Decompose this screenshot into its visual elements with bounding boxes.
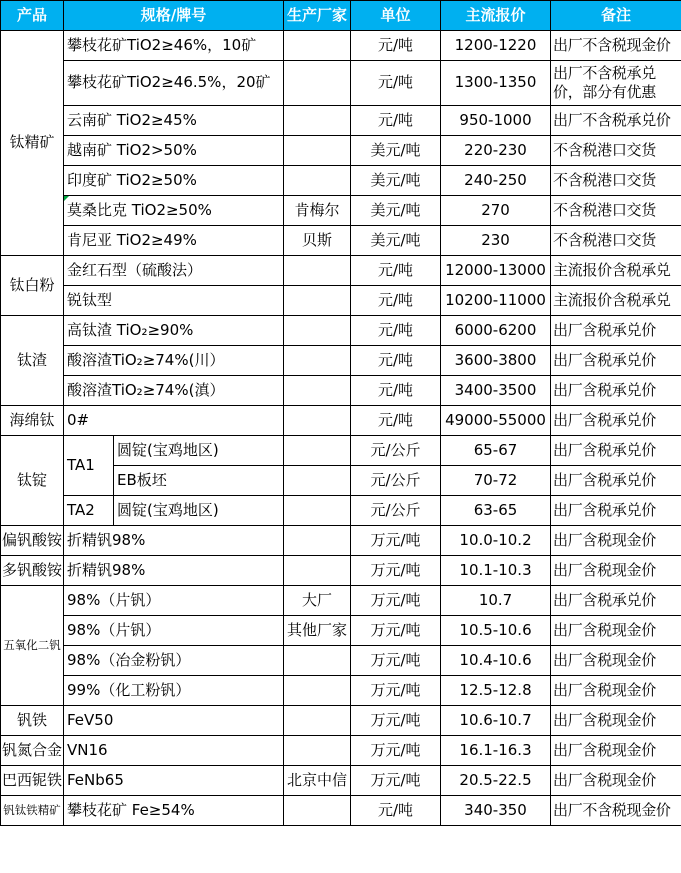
note-cell: 主流报价含税承兑 xyxy=(551,286,681,316)
spec-cell: EB板坯 xyxy=(114,466,284,496)
table-row xyxy=(1,766,681,796)
maker-cell xyxy=(284,706,351,736)
note-cell: 不含税港口交货 xyxy=(551,226,681,256)
spec-cell: 高钛渣 TiO₂≥90% xyxy=(64,316,284,346)
maker-cell xyxy=(284,316,351,346)
price-cell: 220-230 xyxy=(441,136,551,166)
note-cell: 出厂含税现金价 xyxy=(551,706,681,736)
spec-cell: 肯尼亚 TiO2≥49% xyxy=(64,226,284,256)
spec-cell: 98%（冶金粉钒） xyxy=(64,646,284,676)
table-row xyxy=(1,286,681,316)
price-cell: 12.5-12.8 xyxy=(441,676,551,706)
maker-cell xyxy=(284,376,351,406)
note-cell: 出厂不含税承兑价，部分有优惠 xyxy=(551,61,681,106)
product-cell: 巴西铌铁 xyxy=(1,766,64,796)
table-row xyxy=(1,796,681,826)
product-cell: 钛渣 xyxy=(1,316,64,406)
table-row xyxy=(1,436,681,466)
spec-cell: 圆锭(宝鸡地区) xyxy=(114,436,284,466)
unit-cell: 元/公斤 xyxy=(351,436,441,466)
note-cell: 出厂含税现金价 xyxy=(551,736,681,766)
unit-cell: 元/吨 xyxy=(351,106,441,136)
price-cell: 10.1-10.3 xyxy=(441,556,551,586)
spec-cell: VN16 xyxy=(64,736,284,766)
table-row xyxy=(1,406,681,436)
price-cell: 20.5-22.5 xyxy=(441,766,551,796)
note-cell: 出厂含税现金价 xyxy=(551,556,681,586)
note-cell: 出厂含税承兑价 xyxy=(551,496,681,526)
product-cell: 海绵钛 xyxy=(1,406,64,436)
table-row xyxy=(1,166,681,196)
maker-cell xyxy=(284,736,351,766)
column-header-spec: 规格/牌号 xyxy=(64,1,284,31)
unit-cell: 元/吨 xyxy=(351,406,441,436)
maker-cell xyxy=(284,406,351,436)
maker-cell xyxy=(284,61,351,106)
price-cell: 10.0-10.2 xyxy=(441,526,551,556)
spec-cell: 酸溶渣TiO₂≥74%(滇） xyxy=(64,376,284,406)
maker-cell xyxy=(284,286,351,316)
product-cell: 钒钛铁精矿 xyxy=(1,796,64,826)
spec-cell: 98%（片钒） xyxy=(64,616,284,646)
column-header-price: 主流报价 xyxy=(441,1,551,31)
price-cell: 6000-6200 xyxy=(441,316,551,346)
unit-cell: 元/吨 xyxy=(351,286,441,316)
price-cell: 10.4-10.6 xyxy=(441,646,551,676)
maker-cell xyxy=(284,556,351,586)
maker-cell xyxy=(284,646,351,676)
price-cell: 16.1-16.3 xyxy=(441,736,551,766)
note-cell: 出厂含税承兑价 xyxy=(551,346,681,376)
spec-cell: 印度矿 TiO2≥50% xyxy=(64,166,284,196)
price-cell: 10.6-10.7 xyxy=(441,706,551,736)
grade-cell: TA2 xyxy=(64,496,114,526)
table-row xyxy=(1,136,681,166)
price-cell: 240-250 xyxy=(441,166,551,196)
unit-cell: 元/吨 xyxy=(351,31,441,61)
table-row xyxy=(1,61,681,106)
unit-cell: 万元/吨 xyxy=(351,586,441,616)
product-cell: 多钒酸铵 xyxy=(1,556,64,586)
table-row xyxy=(1,586,681,616)
table-row xyxy=(1,496,681,526)
price-cell: 3600-3800 xyxy=(441,346,551,376)
note-cell: 出厂含税承兑价 xyxy=(551,376,681,406)
price-cell: 270 xyxy=(441,196,551,226)
product-cell: 钛精矿 xyxy=(1,31,64,256)
maker-cell xyxy=(284,256,351,286)
spec-cell: FeNb65 xyxy=(64,766,284,796)
maker-cell xyxy=(284,136,351,166)
product-cell: 钒铁 xyxy=(1,706,64,736)
spec-cell: 折精钒98% xyxy=(64,526,284,556)
unit-cell: 元/吨 xyxy=(351,316,441,346)
spec-cell: 攀枝花矿 Fe≥54% xyxy=(64,796,284,826)
note-cell: 出厂含税承兑价 xyxy=(551,586,681,616)
note-cell: 主流报价含税承兑 xyxy=(551,256,681,286)
unit-cell: 元/吨 xyxy=(351,256,441,286)
spec-cell: 云南矿 TiO2≥45% xyxy=(64,106,284,136)
note-cell: 出厂含税现金价 xyxy=(551,526,681,556)
maker-cell xyxy=(284,466,351,496)
unit-cell: 元/吨 xyxy=(351,346,441,376)
table-row xyxy=(1,706,681,736)
spec-cell: 攀枝花矿TiO2≥46%，10矿 xyxy=(64,31,284,61)
note-cell: 出厂不含税现金价 xyxy=(551,796,681,826)
unit-cell: 万元/吨 xyxy=(351,616,441,646)
note-cell: 出厂不含税现金价 xyxy=(551,31,681,61)
table-row xyxy=(1,196,681,226)
note-cell: 不含税港口交货 xyxy=(551,196,681,226)
unit-cell: 万元/吨 xyxy=(351,766,441,796)
note-cell: 出厂含税承兑价 xyxy=(551,466,681,496)
price-cell: 10.7 xyxy=(441,586,551,616)
maker-cell: 北京中信 xyxy=(284,766,351,796)
unit-cell: 元/吨 xyxy=(351,61,441,106)
maker-cell xyxy=(284,436,351,466)
table-row xyxy=(1,256,681,286)
maker-cell xyxy=(284,496,351,526)
price-cell: 65-67 xyxy=(441,436,551,466)
product-cell: 偏钒酸铵 xyxy=(1,526,64,556)
spec-cell: 金红石型（硫酸法） xyxy=(64,256,284,286)
note-cell: 不含税港口交货 xyxy=(551,166,681,196)
spec-cell xyxy=(64,196,284,226)
maker-cell: 大厂 xyxy=(284,586,351,616)
maker-cell xyxy=(284,106,351,136)
maker-cell xyxy=(284,166,351,196)
maker-cell xyxy=(284,31,351,61)
unit-cell: 元/公斤 xyxy=(351,496,441,526)
column-header-unit: 单位 xyxy=(351,1,441,31)
table-row xyxy=(1,646,681,676)
price-cell: 10200-11000 xyxy=(441,286,551,316)
price-cell: 230 xyxy=(441,226,551,256)
header-row xyxy=(1,1,681,31)
price-cell: 950-1000 xyxy=(441,106,551,136)
table-row xyxy=(1,676,681,706)
table-row xyxy=(1,376,681,406)
maker-cell xyxy=(284,796,351,826)
maker-cell xyxy=(284,346,351,376)
table-row xyxy=(1,616,681,646)
unit-cell: 万元/吨 xyxy=(351,676,441,706)
spec-cell: FeV50 xyxy=(64,706,284,736)
unit-cell: 美元/吨 xyxy=(351,136,441,166)
note-cell: 出厂含税承兑价 xyxy=(551,436,681,466)
product-cell: 钒氮合金 xyxy=(1,736,64,766)
note-cell: 出厂含税现金价 xyxy=(551,646,681,676)
cell-comment-flag-icon xyxy=(64,196,69,201)
column-header-product: 产品 xyxy=(1,1,64,31)
unit-cell: 万元/吨 xyxy=(351,556,441,586)
price-cell: 70-72 xyxy=(441,466,551,496)
unit-cell: 元/吨 xyxy=(351,796,441,826)
unit-cell: 美元/吨 xyxy=(351,196,441,226)
price-cell: 1200-1220 xyxy=(441,31,551,61)
price-cell: 12000-13000 xyxy=(441,256,551,286)
product-cell: 钛锭 xyxy=(1,436,64,526)
price-cell: 10.5-10.6 xyxy=(441,616,551,646)
spec-cell: 攀枝花矿TiO2≥46.5%，20矿 xyxy=(64,61,284,106)
table-row xyxy=(1,736,681,766)
note-cell: 出厂含税现金价 xyxy=(551,766,681,796)
note-cell: 出厂含税承兑价 xyxy=(551,316,681,346)
spec-cell: 圆锭(宝鸡地区) xyxy=(114,496,284,526)
product-cell: 五氧化二钒 xyxy=(1,586,64,706)
price-cell: 63-65 xyxy=(441,496,551,526)
spec-cell: 锐钛型 xyxy=(64,286,284,316)
note-cell: 出厂含税现金价 xyxy=(551,616,681,646)
table-row xyxy=(1,556,681,586)
grade-cell: TA1 xyxy=(64,436,114,496)
product-cell: 钛白粉 xyxy=(1,256,64,316)
unit-cell: 元/公斤 xyxy=(351,466,441,496)
maker-cell: 贝斯 xyxy=(284,226,351,256)
unit-cell: 万元/吨 xyxy=(351,646,441,676)
spec-cell: 酸溶渣TiO₂≥74%(川） xyxy=(64,346,284,376)
unit-cell: 美元/吨 xyxy=(351,166,441,196)
maker-cell: 肯梅尔 xyxy=(284,196,351,226)
unit-cell: 万元/吨 xyxy=(351,736,441,766)
column-header-note: 备注 xyxy=(551,1,681,31)
maker-cell xyxy=(284,676,351,706)
unit-cell: 万元/吨 xyxy=(351,526,441,556)
table-row xyxy=(1,346,681,376)
note-cell: 出厂含税承兑价 xyxy=(551,406,681,436)
price-cell: 340-350 xyxy=(441,796,551,826)
table-row xyxy=(1,31,681,61)
unit-cell: 元/吨 xyxy=(351,376,441,406)
note-cell: 不含税港口交货 xyxy=(551,136,681,166)
unit-cell: 美元/吨 xyxy=(351,226,441,256)
table-row xyxy=(1,106,681,136)
maker-cell xyxy=(284,526,351,556)
spec-text: 莫桑比克 TiO2≥50% xyxy=(67,200,212,219)
note-cell: 出厂不含税承兑价 xyxy=(551,106,681,136)
spec-cell: 折精钒98% xyxy=(64,556,284,586)
spec-cell: 98%（片钒） xyxy=(64,586,284,616)
table-row xyxy=(1,526,681,556)
price-cell: 3400-3500 xyxy=(441,376,551,406)
note-cell: 出厂含税现金价 xyxy=(551,676,681,706)
spec-cell: 越南矿 TiO2>50% xyxy=(64,136,284,166)
price-cell: 49000-55000 xyxy=(441,406,551,436)
spec-cell: 99%（化工粉钒） xyxy=(64,676,284,706)
column-header-manufacturer: 生产厂家 xyxy=(284,1,351,31)
table-row xyxy=(1,316,681,346)
maker-cell: 其他厂家 xyxy=(284,616,351,646)
spec-cell: 0# xyxy=(64,406,284,436)
unit-cell: 万元/吨 xyxy=(351,706,441,736)
table-row xyxy=(1,226,681,256)
price-cell: 1300-1350 xyxy=(441,61,551,106)
